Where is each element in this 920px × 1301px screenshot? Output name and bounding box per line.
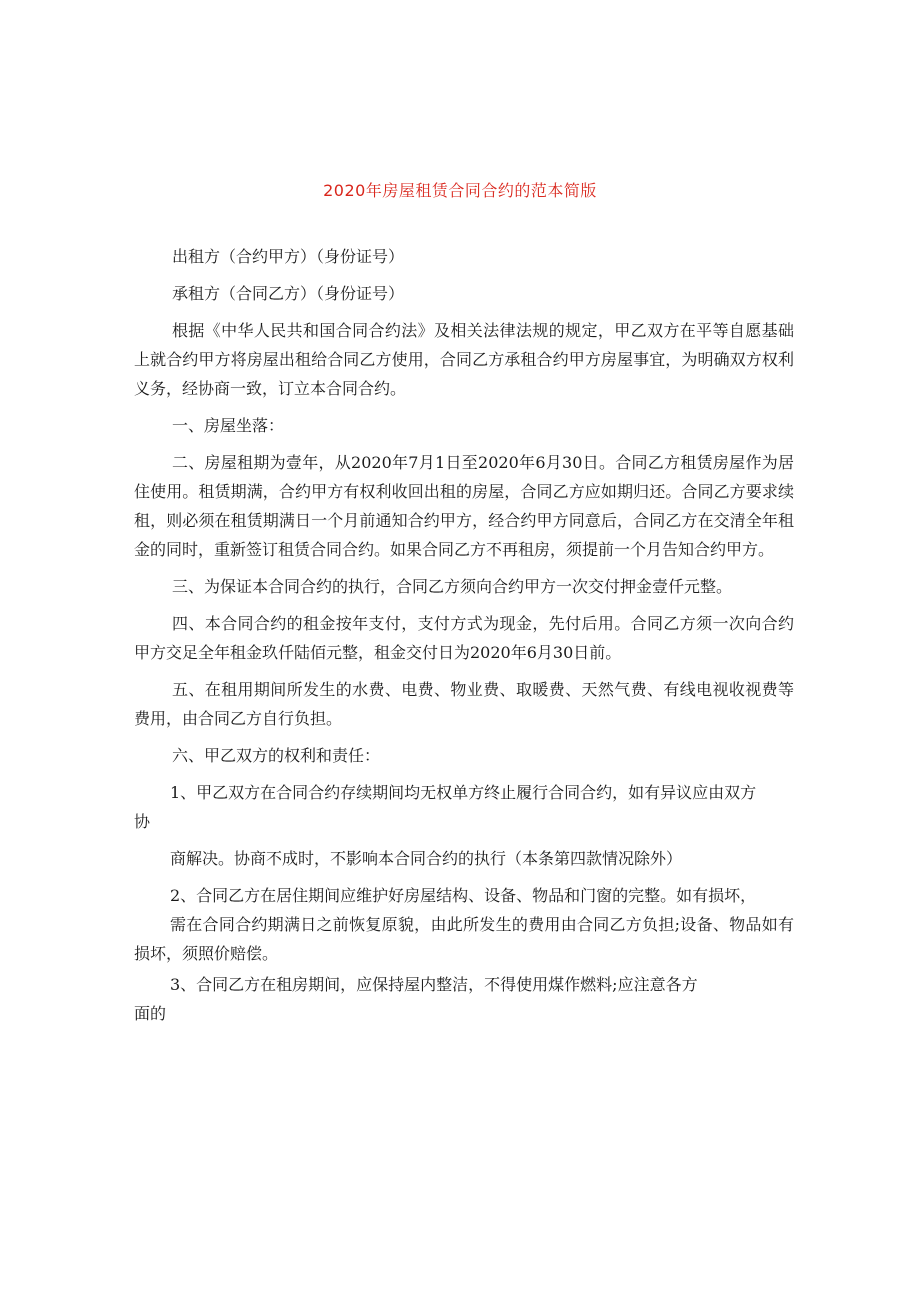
paragraph-preamble: 根据《中华人民共和国合同合约法》及相关法律法规的规定，甲乙双方在平等自愿基础上就合约甲方将房屋出租给合同乙方使用，合同乙方承租合约甲方房屋事宜，为明确双方权利义务，经协商一致，订立本合同合约。 [134,321,794,398]
item-3: 3、合同乙方在租房期间，应保持屋内整洁，不得使用煤作燃料;应注意各方 [170,975,698,994]
clause-6: 六、甲乙双方的权利和责任： [172,746,381,765]
clause-4: 四、本合同合约的租金按年支付，支付方式为现金，先付后用。合同乙方须一次向合约甲方交足全年租金玖仟陆佰元整，租金交付日为2020年6月30日前。 [134,614,794,662]
clause-5: 五、在租用期间所发生的水费、电费、物业费、取暖费、天然气费、有线电视收视费等费用，由合同乙方自行负担。 [134,680,794,728]
document-title: 2020年房屋租赁合同合约的范本简版 [323,181,597,200]
document-body [134,242,794,1028]
item-1-line-a: 1、甲乙双方在合同合约存续期间均无权单方终止履行合同合约，如有异议应由双方 [170,783,757,802]
paragraph-lessee: 承租方（合同乙方）（身份证号） [172,284,405,303]
paragraph-lessor: 出租方（合约甲方）（身份证号） [172,247,405,266]
item-3-continued: 面的 [134,1004,167,1023]
clause-2: 二、房屋租期为壹年，从2020年7月1日至2020年6月30日。合同乙方租赁房屋作为居住使用。租赁期满，合约甲方有权利收回出租的房屋，合同乙方应如期归还。合同乙方要求续租，则必须在租赁期满日一个月前通知合约甲方，经合约甲方同意后，合同乙方在交清全年租金的同时，重新签订租赁合同合约。如果合同乙方不再租房，须提前一个月告知合约甲方。 [134,453,794,559]
item-2-continued: 需在合同合约期满日之前恢复原貌，由此所发生的费用由合同乙方负担;设备、物品如有损坏，须照价赔偿。 [134,915,794,963]
clause-3: 三、为保证本合同合约的执行，合同乙方须向合约甲方一次交付押金壹仟元整。 [172,577,733,596]
item-1-line-b: 协 [134,812,151,831]
clause-1: 一、房屋坐落： [172,416,285,435]
item-1-line-c: 商解决。协商不成时，不影响本合同合约的执行（本条第四款情况除外） [170,849,683,868]
item-2: 2、合同乙方在居住期间应维护好房屋结构、设备、物品和门窗的完整。如有损坏， [170,886,757,905]
